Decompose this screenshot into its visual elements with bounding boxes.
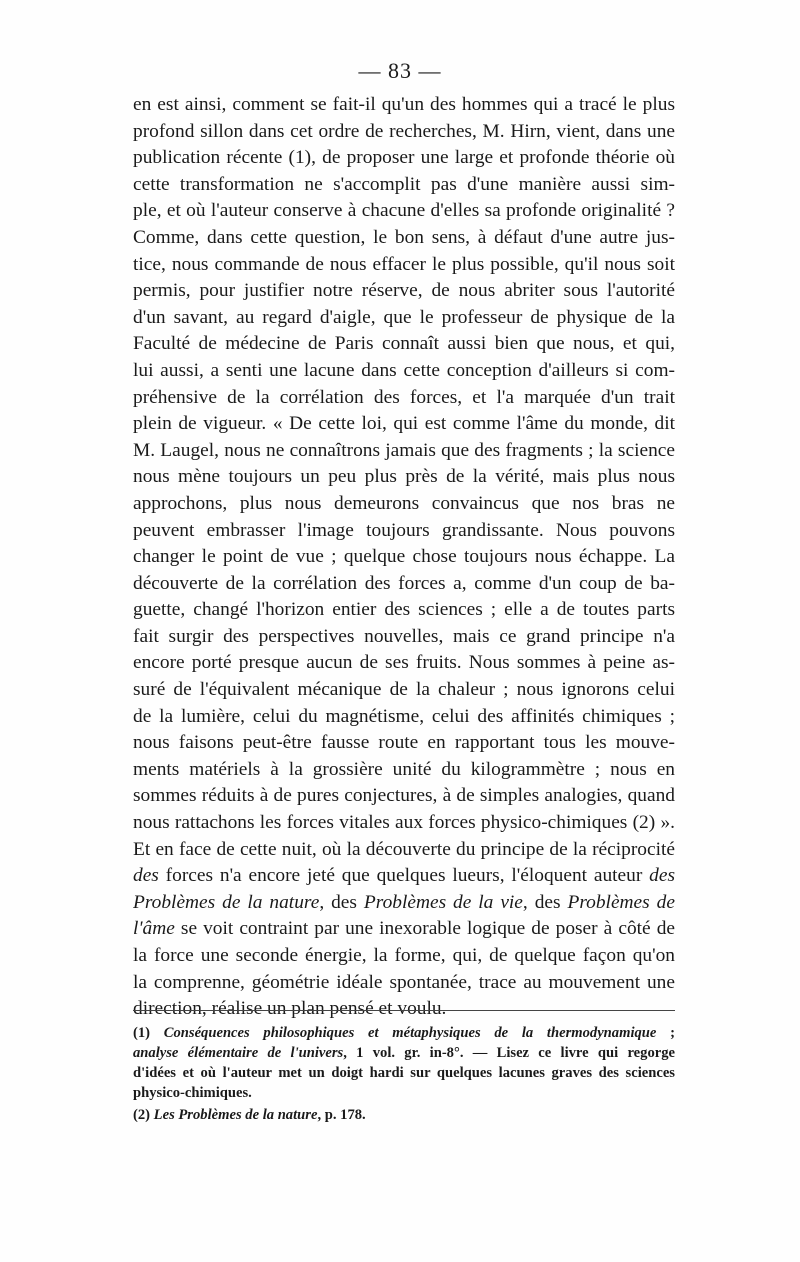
text-line: suré de l'équivalent mécanique de la chaleur ; nous ignorons celui — [133, 679, 675, 701]
text-line: peuvent embrasser l'image toujours grandissante. Nous pouvons — [133, 519, 675, 541]
text-line: l'âme se voit contraint par une inexorable logique de poser à côté de — [133, 918, 675, 940]
text-line: nous rattachons les forces vitales aux forces physico-chimiques (2) ». — [133, 812, 675, 834]
text-line: approchons, plus nous demeurons convaincus que nos bras ne — [133, 492, 675, 514]
text-line: lui aussi, a senti une lacune dans cette conception d'ailleurs si com- — [133, 359, 675, 381]
text-line: cette transformation ne s'accomplit pas d'une manière aussi sim- — [133, 173, 675, 195]
text-line: Et en face de cette nuit, où la découverte du principe de la réciprocité — [133, 838, 675, 860]
text-line: la comprenne, géométrie idéale spontanée, trace au mouvement une — [133, 971, 675, 993]
text-line-italic: Problèmes de la nature, des Problèmes de la vie, des Problèmes de — [133, 891, 675, 913]
text-line: M. Laugel, nous ne connaîtrons jamais que des fragments ; la science — [133, 439, 675, 461]
text-line: des forces n'a encore jeté que quelques lueurs, l'éloquent auteur des — [133, 865, 675, 887]
text-line: nous mène toujours un peu plus près de la vérité, mais plus nous — [133, 466, 675, 488]
text-line: ments matériels à la grossière unité du kilogrammètre ; nous en — [133, 758, 675, 780]
text-line: publication récente (1), de proposer une large et profonde théorie où — [133, 147, 675, 169]
text-line: préhensive de la corrélation des forces, et l'a marquée d'un trait — [133, 386, 675, 408]
text-line: guette, changé l'horizon entier des sciences ; elle a de toutes parts — [133, 599, 675, 621]
text-line: profond sillon dans cet ordre de recherches, M. Hirn, vient, dans une — [133, 120, 675, 142]
text-line: tice, nous commande de nous effacer le plus possible, qu'il nous soit — [133, 253, 675, 275]
footnote-line: analyse élémentaire de l'univers, 1 vol. gr. in-8°. — Lisez ce livre qui regorge — [133, 1045, 675, 1061]
page-number: — 83 — — [358, 58, 442, 83]
text-line: Faculté de médecine de Paris connaît aussi bien que nous, et qui, — [133, 333, 675, 355]
text-line: en est ainsi, comment se fait-il qu'un des hommes qui a tracé le plus — [133, 94, 675, 115]
footnote-line: (2) Les Problèmes de la nature, p. 178. — [133, 1107, 366, 1123]
text-line: permis, pour justifier notre réserve, de nous abriter sous l'autorité — [133, 280, 675, 302]
text-line: la force une seconde énergie, la forme, qui, de quelque façon qu'on — [133, 945, 675, 966]
text-line: sommes réduits à de pures conjectures, à de simples analogies, quand — [133, 785, 675, 807]
text-line: de la lumière, celui du magnétisme, celui des affinités chimiques ; — [133, 705, 675, 727]
text-line: encore porté presque aucun de ses fruits. Nous sommes à peine as- — [133, 652, 675, 674]
footnote-line: (1) Conséquences philosophiques et métaphysiques de la thermodynamique ; — [133, 1025, 675, 1041]
text-line: direction, réalise un plan pensé et voulu. — [133, 998, 447, 1020]
text-line: nous faisons peut-être fausse route en rapportant tous les mouve- — [133, 732, 675, 754]
text-line: fait surgir des perspectives nouvelles, mais ce grand principe n'a — [133, 625, 675, 647]
footnote-line: d'idées et où l'auteur met un doigt hardi sur quelques lacunes graves des sciences — [133, 1065, 675, 1081]
text-line: Comme, dans cette question, le bon sens, à défaut d'une autre jus- — [133, 226, 675, 248]
text-line: changer le point de vue ; quelque chose toujours nous échappe. La — [133, 546, 675, 568]
text-line: plein de vigueur. « De cette loi, qui est comme l'âme du monde, dit — [133, 413, 675, 435]
footnotes — [133, 1023, 675, 1125]
footnote-divider — [133, 1010, 675, 1012]
text-line: découverte de la corrélation des forces a, comme d'un coup de ba- — [133, 572, 675, 594]
text-line: ple, et où l'auteur conserve à chacune d'elles sa profonde originalité ? — [133, 200, 675, 222]
text-line: d'un savant, au regard d'aigle, que le professeur de physique de la — [133, 306, 675, 328]
body-text — [133, 92, 675, 1023]
footnote-line: physico-chimiques. — [133, 1085, 252, 1101]
